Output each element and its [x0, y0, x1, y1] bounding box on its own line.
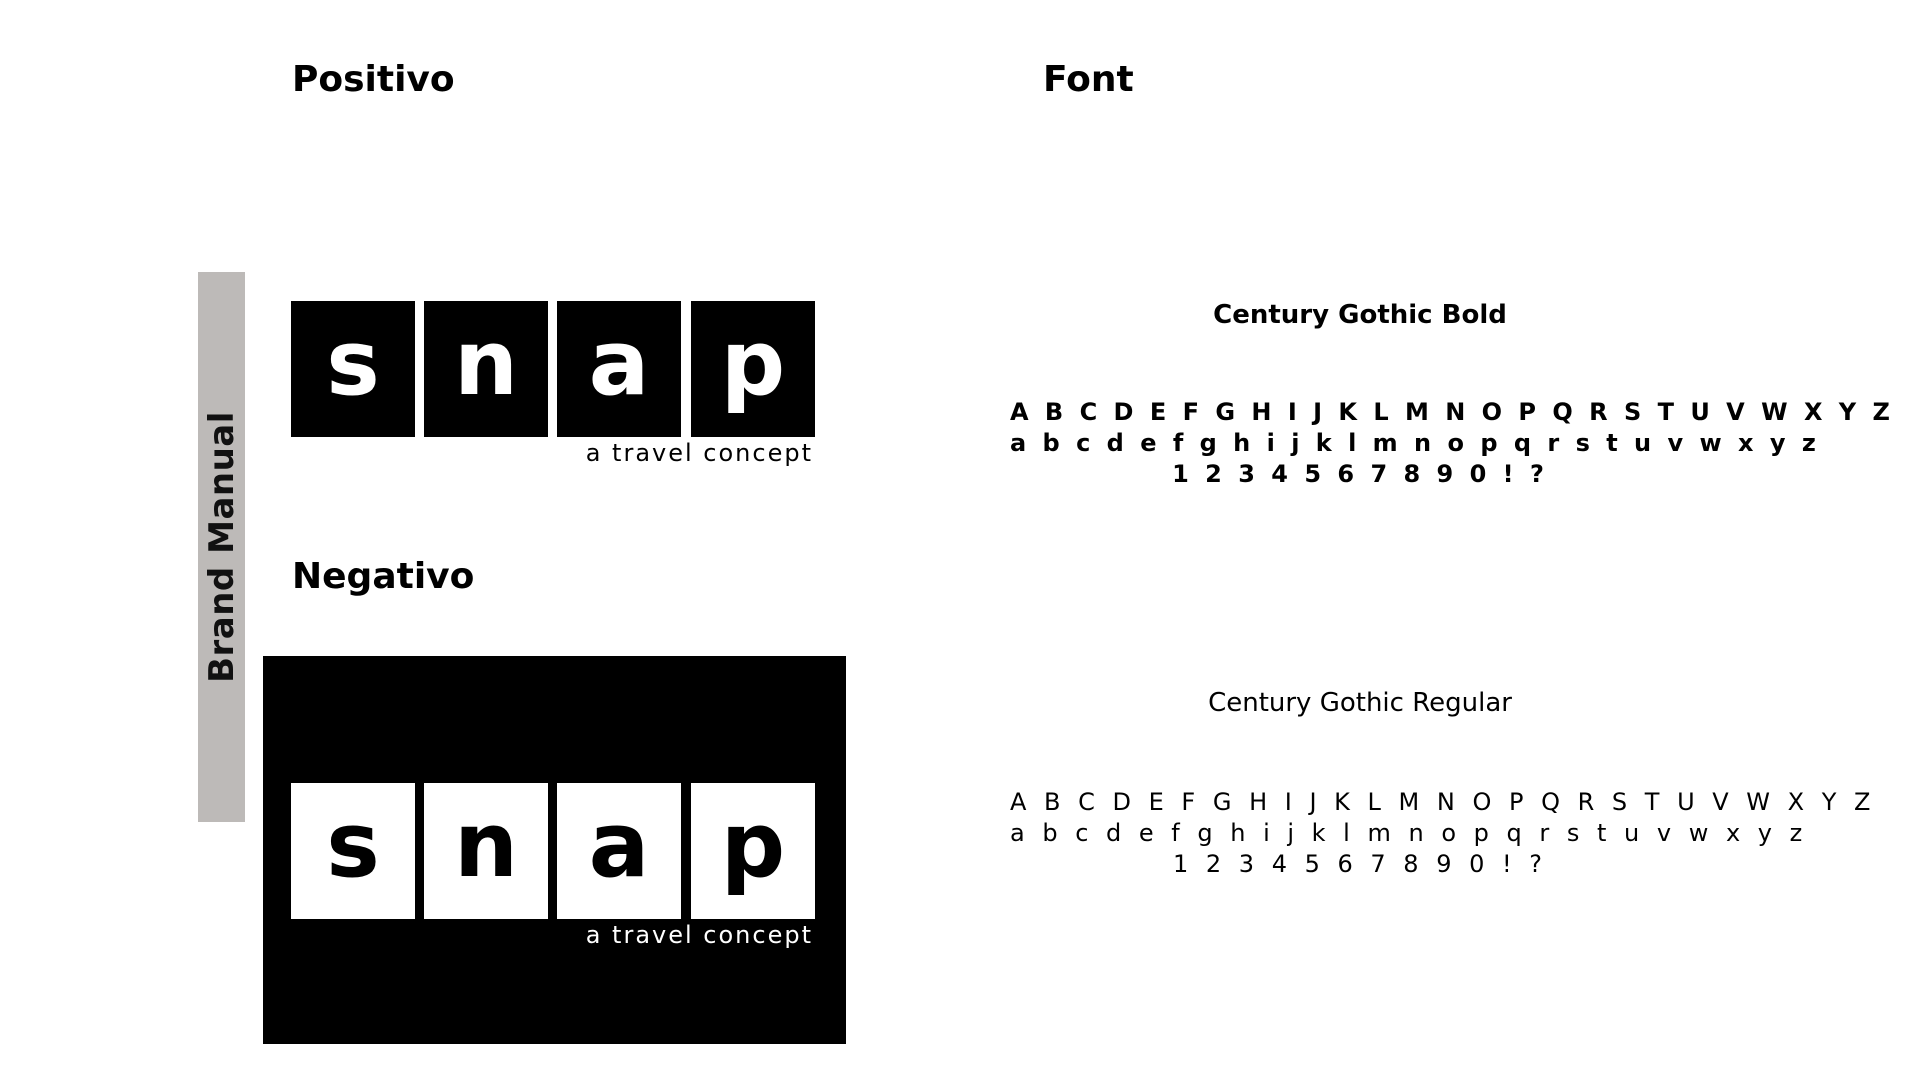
specimen-digits: 1 2 3 4 5 6 7 8 9 0 ! ?: [1173, 850, 1547, 878]
logo-tagline: a travel concept: [585, 921, 813, 949]
logo-letter-box: p: [691, 783, 815, 919]
negative-heading: Negativo: [292, 556, 475, 597]
logo-letter-boxes: [291, 783, 815, 919]
logo-letter-box: p: [691, 301, 815, 437]
specimen-uppercase: A B C D E F G H I J K L M N O P Q R S T U V W X Y Z: [1010, 398, 1894, 426]
brand-manual-side-tab: [198, 272, 245, 822]
positive-heading: Positivo: [292, 59, 455, 100]
logo-letter-box: a: [557, 301, 681, 437]
logo-positive: [291, 301, 815, 469]
negative-logo-panel: [263, 656, 846, 1044]
specimen-uppercase: A B C D E F G H I J K L M N O P Q R S T U V W X Y Z: [1010, 788, 1876, 816]
specimen-digits: 1 2 3 4 5 6 7 8 9 0 ! ?: [1172, 460, 1548, 488]
specimen-lowercase: a b c d e f g h i j k l m n o p q r s t u v w x y z: [1010, 429, 1820, 457]
specimen-lowercase: a b c d e f g h i j k l m n o p q r s t u v w x y z: [1010, 819, 1808, 847]
logo-letter-box: n: [424, 301, 548, 437]
font-regular-name: Century Gothic Regular: [1208, 688, 1512, 718]
font-regular-specimen: [1010, 787, 1876, 880]
logo-tagline: a travel concept: [585, 439, 813, 467]
logo-letter-box: a: [557, 783, 681, 919]
logo-letter-boxes: [291, 301, 815, 437]
brand-manual-label: Brand Manual: [201, 411, 242, 683]
logo-negative: [291, 783, 815, 951]
logo-letter-box: s: [291, 783, 415, 919]
font-heading: Font: [1043, 59, 1134, 100]
font-bold-specimen: [1010, 397, 1894, 490]
font-bold-name: Century Gothic Bold: [1213, 300, 1507, 330]
logo-letter-box: n: [424, 783, 548, 919]
logo-letter-box: s: [291, 301, 415, 437]
